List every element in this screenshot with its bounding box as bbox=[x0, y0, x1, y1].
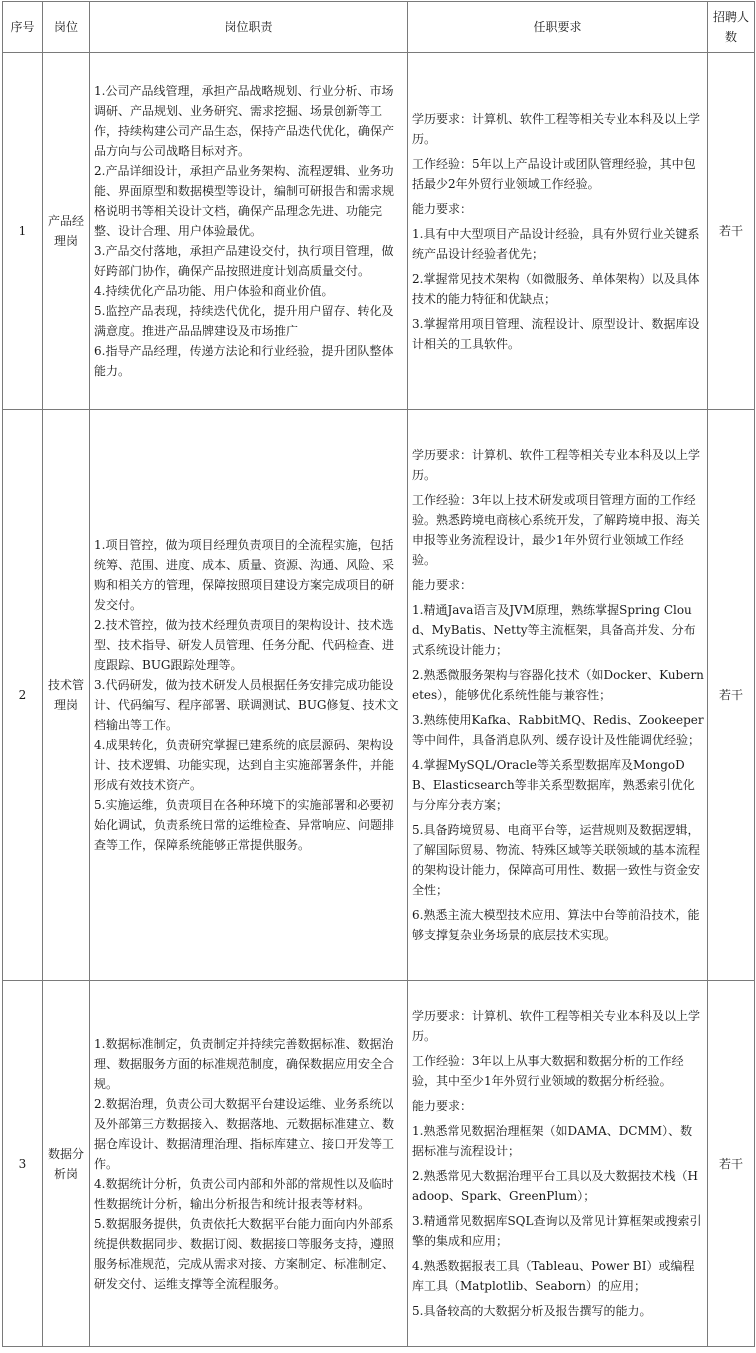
requirement-item: 2.熟悉微服务架构与容器化技术（如Docker、Kubernetes），能够优化系统性能与兼容性； bbox=[412, 668, 704, 702]
requirements-cell bbox=[408, 981, 708, 1347]
requirements-cell bbox=[408, 53, 708, 410]
requirement-item: 5.具备跨境贸易、电商平台等，运营规则及数据逻辑，了解国际贸易、物流、特殊区域等关联领域的基本流程的架构设计能力，保障高可用性、数据一致性与资金安全性； bbox=[412, 823, 701, 897]
row-number: 3 bbox=[3, 981, 43, 1347]
duties-cell bbox=[90, 410, 408, 981]
duty-item: 2.产品详细设计，承担产品业务架构、流程逻辑、业务功能、界面原型和数据模型等设计，编制可研报告和需求规格说明书等相关设计文档，确保产品理念先进、功能完整、设计合理、用户体验最优。 bbox=[94, 164, 395, 238]
header-headcount: 招聘人数 bbox=[708, 2, 755, 53]
recruitment-table bbox=[2, 1, 755, 1347]
position-name: 产品经理岗 bbox=[43, 53, 90, 410]
duty-item: 4.数据统计分析，负责公司内部和外部的常规性以及临时性数据统计分析，输出分析报告和统计报表等材料。 bbox=[94, 1176, 394, 1211]
duty-item: 3.代码研发，做为技术研发人员根据任务安排完成功能设计、代码编写、程序部署、联调测试、BUG修复、技术文档输出等工作。 bbox=[94, 678, 399, 732]
header-position: 岗位 bbox=[43, 2, 90, 53]
duty-item: 1.数据标准制定，负责制定并持续完善数据标准、数据治理、数据服务方面的标准规范制度，确保数据应用安全合规。 bbox=[94, 1036, 395, 1091]
requirement-item: 3.精通常见数据库SQL查询以及常见计算框架或搜索引擎的集成和应用； bbox=[412, 1214, 702, 1248]
requirement-item: 2.掌握常见技术架构（如微服务、单体架构）以及具体技术的能力特征和优缺点； bbox=[412, 271, 700, 306]
header-no: 序号 bbox=[3, 2, 43, 53]
duty-item: 6.指导产品经理，传递方法论和行业经验，提升团队整体能力。 bbox=[94, 344, 394, 378]
headcount: 若干 bbox=[708, 981, 755, 1347]
table-row bbox=[3, 410, 755, 981]
position-name: 技术管理岗 bbox=[43, 410, 90, 981]
headcount: 若干 bbox=[708, 410, 755, 981]
requirement-item: 6.熟悉主流大模型技术应用、算法中台等前沿技术，能够支撑复杂业务场景的底层技术实现。 bbox=[412, 908, 700, 942]
duties-cell bbox=[90, 981, 408, 1347]
table-row bbox=[3, 981, 755, 1347]
requirement-item: 工作经验：3年以上技术研发或项目管理方面的工作经验。熟悉跨境电商核心系统开发，了解跨境申报、海关申报等业务流程设计，最少1年外贸行业领域工作经验。 bbox=[412, 493, 701, 567]
row-number: 2 bbox=[3, 410, 43, 981]
table-row bbox=[3, 53, 755, 410]
requirement-item: 能力要求： bbox=[412, 578, 473, 592]
duty-item: 1.公司产品线管理，承担产品战略规划、行业分析、市场调研、产品规划、业务研究、需求挖掘、场景创新等工作，持续构建公司产品生态，保持产品迭代优化，确保产品方向与公司战略目标对齐。 bbox=[94, 84, 395, 158]
requirements-cell bbox=[408, 410, 708, 981]
duty-item: 5.监控产品表现，持续迭代优化，提升用户留存、转化及满意度。推进产品品牌建设及市场推广 bbox=[94, 304, 394, 338]
requirement-item: 1.熟悉常见数据治理框架（如DAMA、DCMM）、数据标准与流程设计； bbox=[412, 1124, 693, 1158]
headcount: 若干 bbox=[708, 53, 755, 410]
requirement-item: 4.掌握MySQL/Oracle等关系型数据库及MongoDB、Elasticsearch等非关系型数据库，熟悉索引优化与分库分表方案； bbox=[412, 758, 695, 812]
header-requirements: 任职要求 bbox=[408, 2, 708, 53]
requirement-item: 学历要求：计算机、软件工程等相关专业本科及以上学历。 bbox=[412, 111, 701, 146]
requirement-item: 学历要求：计算机、软件工程等相关专业本科及以上学历。 bbox=[412, 1009, 701, 1043]
duty-item: 2.技术管控，做为技术经理负责项目的架构设计、技术选型、技术指导、研发人员管理、任务分配、代码检查、进度跟踪、BUG跟踪处理等。 bbox=[94, 618, 395, 672]
requirement-item: 学历要求：计算机、软件工程等相关专业本科及以上学历。 bbox=[412, 448, 701, 482]
requirement-item: 能力要求： bbox=[412, 1099, 473, 1113]
requirement-item: 2.熟悉常见大数据治理平台工具以及大数据技术栈（Hadoop、Spark、GreenPlum）； bbox=[412, 1169, 698, 1203]
duty-item: 4.成果转化，负责研究掌握已建系统的底层源码、架构设计、技术逻辑、功能实现，达到自主实施部署条件，并能形成有效技术资产。 bbox=[94, 738, 395, 792]
requirement-item: 3.熟练使用Kafka、RabbitMQ、Redis、Zookeeper等中间件，具备消息队列、缓存设计及性能调优经验； bbox=[412, 713, 704, 747]
requirement-item: 能力要求： bbox=[412, 201, 473, 216]
requirement-item: 5.具备较高的大数据分析及报告撰写的能力。 bbox=[412, 1304, 652, 1318]
duty-item: 1.项目管控，做为项目经理负责项目的全流程实施，包括统筹、范围、进度、成本、质量、资源、沟通、风险、采购和相关方的管理，保障按照项目建设方案完成项目的研发交付。 bbox=[94, 538, 395, 612]
requirement-item: 1.精通Java语言及JVM原理，熟练掌握Spring Cloud、MyBatis、Netty等主流框架，具备高并发、分布式系统设计能力； bbox=[412, 603, 696, 657]
requirement-item: 工作经验：3年以上从事大数据和数据分析的工作经验，其中至少1年外贸行业领域的数据分析经验。 bbox=[412, 1054, 684, 1088]
requirement-item: 4.熟悉数据报表工具（Tableau、Power BI）或编程库工具（Matplotlib、Seaborn）的应用； bbox=[412, 1259, 695, 1293]
position-name: 数据分析岗 bbox=[43, 981, 90, 1347]
row-number: 1 bbox=[3, 53, 43, 410]
requirement-item: 工作经验：5年以上产品设计或团队管理经验，其中包括最少2年外贸行业领域工作经验。 bbox=[412, 156, 696, 191]
duty-item: 5.数据服务提供，负责依托大数据平台能力面向内外部系统提供数据同步、数据订阅、数据接口等服务支持，遵照服务标准规范，完成从需求对接、方案制定、标准制定、研发交付、运维支撑等全流程服务。 bbox=[94, 1216, 395, 1291]
duty-item: 3.产品交付落地，承担产品建设交付，执行项目管理，做好跨部门协作，确保产品按照进度计划高质量交付。 bbox=[94, 244, 394, 278]
duty-item: 5.实施运维，负责项目在各种环境下的实施部署和必要初始化调试，负责系统日常的运维检查、异常响应、问题排查等工作，保障系统能够正常提供服务。 bbox=[94, 798, 395, 852]
duties-cell bbox=[90, 53, 408, 410]
table-header-row bbox=[3, 2, 755, 53]
duty-item: 4.持续优化产品功能、用户体验和商业价值。 bbox=[94, 284, 334, 298]
header-duties: 岗位职责 bbox=[90, 2, 408, 53]
requirement-item: 3.掌握常用项目管理、流程设计、原型设计、数据库设计相关的工具软件。 bbox=[412, 316, 700, 351]
requirement-item: 1.具有中大型项目产品设计经验，具有外贸行业关键系统产品设计经验者优先； bbox=[412, 226, 700, 261]
duty-item: 2.数据治理，负责公司大数据平台建设运维、业务系统以及外部第三方数据接入、数据落地、元数据标准建立、数据仓库设计、数据清理治理、指标库建立、接口开发等工作。 bbox=[94, 1096, 395, 1171]
